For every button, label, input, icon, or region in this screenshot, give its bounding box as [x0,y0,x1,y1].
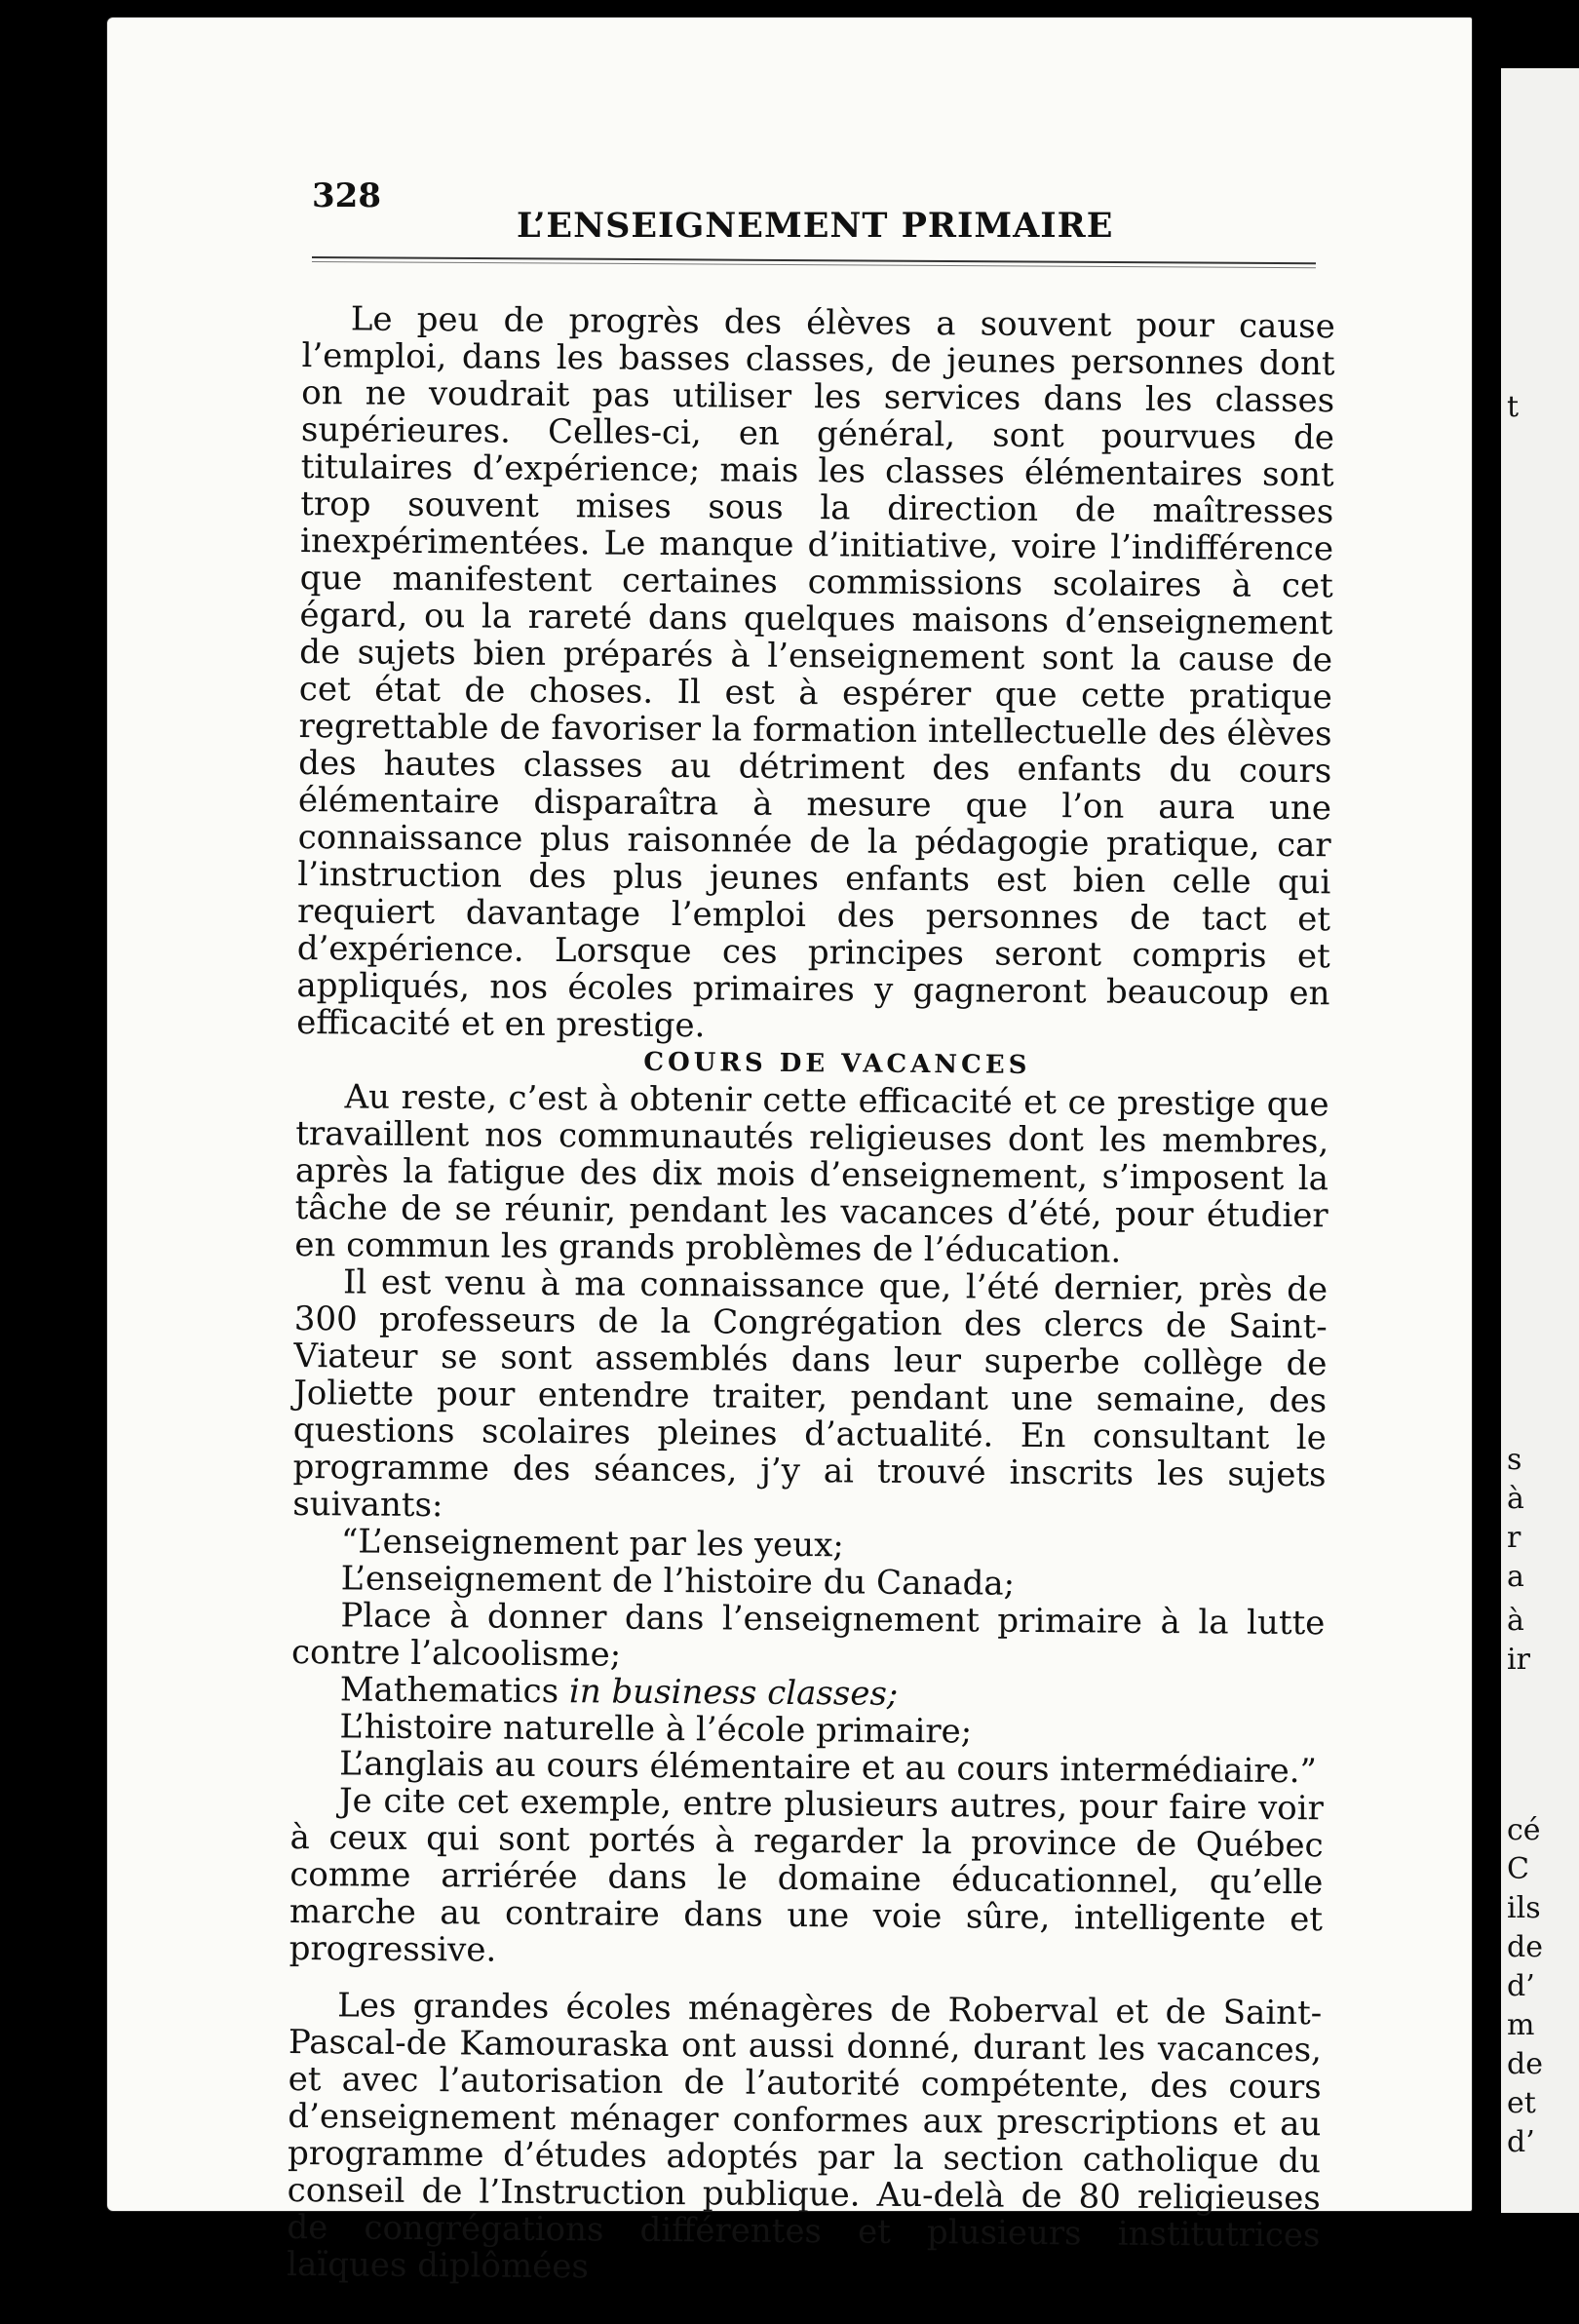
book-page [107,18,1472,2287]
adjacent-page-fragment: et [1507,2086,1536,2120]
header-rule [312,256,1316,268]
adjacent-page-fragment: d’ [1507,1969,1535,2003]
list-item-5: L’histoire naturelle à l’école primaire; [339,1707,973,1752]
running-title: L’ENSEIGNEMENT PRIMAIRE [517,206,1114,246]
section-heading: COURS DE VACANCES [643,1047,1031,1080]
adjacent-page-fragment: m [1507,2008,1535,2042]
list-item-6: L’anglais au cours élémentaire et au cours intermédiaire.” [339,1744,1318,1792]
list-item-1: “L’enseignement par les yeux; [340,1522,844,1566]
list-item-4-italic: in business classes; [568,1672,899,1714]
page-number: 328 [312,176,381,215]
adjacent-page-fragment: C [1507,1852,1529,1886]
list-item-3: Place à donner dans l’enseignement primaire à la lutte contre l’alcoolisme; [290,1596,1326,1675]
paragraph-4: Je cite cet exemple, entre plusieurs autres, pour faire voir à ceux qui sont portés à regarder la province de Québec comme arriérée dans le domaine éducationnel, qu’elle marche au contraire dans une voie sûre, intelligente et progressive. [289,1781,1325,1970]
adjacent-page-edge [1501,68,1579,2213]
adjacent-page-fragment: cé [1507,1813,1541,1847]
body-text [287,300,1335,2291]
paragraph-2: Au reste, c’est à obtenir cette efficacité et ce prestige que travaillent nos communautés religieuses dont les membres, après la fatigue des dix mois d’enseignement, s’imposent la tâche de se réunir, pendant les vacances d’été, pour étudier en commun les grands problèmes de l’éducation. [294,1077,1329,1271]
adjacent-page-fragment: r [1507,1521,1521,1555]
adjacent-page-fragment: de [1507,2047,1543,2081]
adjacent-page-fragment: à [1507,1482,1524,1516]
adjacent-page-fragment: à [1507,1604,1524,1638]
adjacent-page-fragment: ils [1507,1891,1541,1925]
adjacent-page-fragment: a [1507,1560,1524,1594]
page-header [312,169,1306,246]
paragraph-5: Les grandes écoles ménagères de Roberval et de Saint-Pascal-de Kamouraska ont aussi donné, durant les vacances, et avec l’autorisation de l’autorité compétente, des cours d’enseignement ménager conformes aux prescriptions et au programme d’études adoptés par la section catholique du conseil de l’Instruction publique. Au-delà de 80 religieuses de congrégations différentes et plusieurs institutrices laïques diplômées [287,1986,1323,2287]
adjacent-page-fragment: d’ [1507,2125,1535,2159]
adjacent-page-fragment: t [1507,390,1520,424]
adjacent-page-fragment: de [1507,1930,1543,1964]
list-item-2: L’enseignement de l’histoire du Canada; [340,1559,1016,1604]
adjacent-page-fragment: s [1507,1443,1522,1477]
list-item-4-main: Mathematics [339,1670,570,1712]
paragraph-3: Il est venu à ma connaissance que, l’été dernier, près de 300 professeurs de la Congrégation des clercs de Saint-Viateur se sont assemblés dans leur superbe collège de Joliette pour entendre traiter, pendant une semaine, des questions scolaires pleines d’actualité. En consultant le programme des séances, j’y ai trouvé inscrits les sujets suivants: [292,1262,1329,1526]
adjacent-page-fragment: ir [1507,1643,1530,1677]
paragraph-1: Le peu de progrès des élèves a souvent pour cause l’emploi, dans les basses classes, de jeunes personnes dont on ne voudrait pas utiliser les services dans les classes supérieures. Celles-ci, en général, sont pourvues de titulaires d’expérience; mais les classes élémentaires sont trop souvent mises sous la direction de maîtresses inexpérimentées. Le manque d’initiative, voire l’indifférence que manifestent certaines commissions scolaires à cet égard, ou la rareté dans quelques maisons d’enseignement de sujets bien préparés à l’enseignement sont la cause de cet état de choses. Il est à espérer que cette pratique regrettable de favoriser la formation intellectuelle des élèves des hautes classes au détriment des enfants du cours élémentaire disparaîtra à mesure que l’on aura une connaissance plus raisonnée de la pédagogie pratique, car l’instruction des plus jeunes enfants est bien celle qui requiert davantage l’emploi des personnes de tact et d’expérience. Lorsque ces principes seront compris et appliqués, nos écoles primaires y gagneront beaucoup en efficacité et en prestige. [296,299,1335,1046]
